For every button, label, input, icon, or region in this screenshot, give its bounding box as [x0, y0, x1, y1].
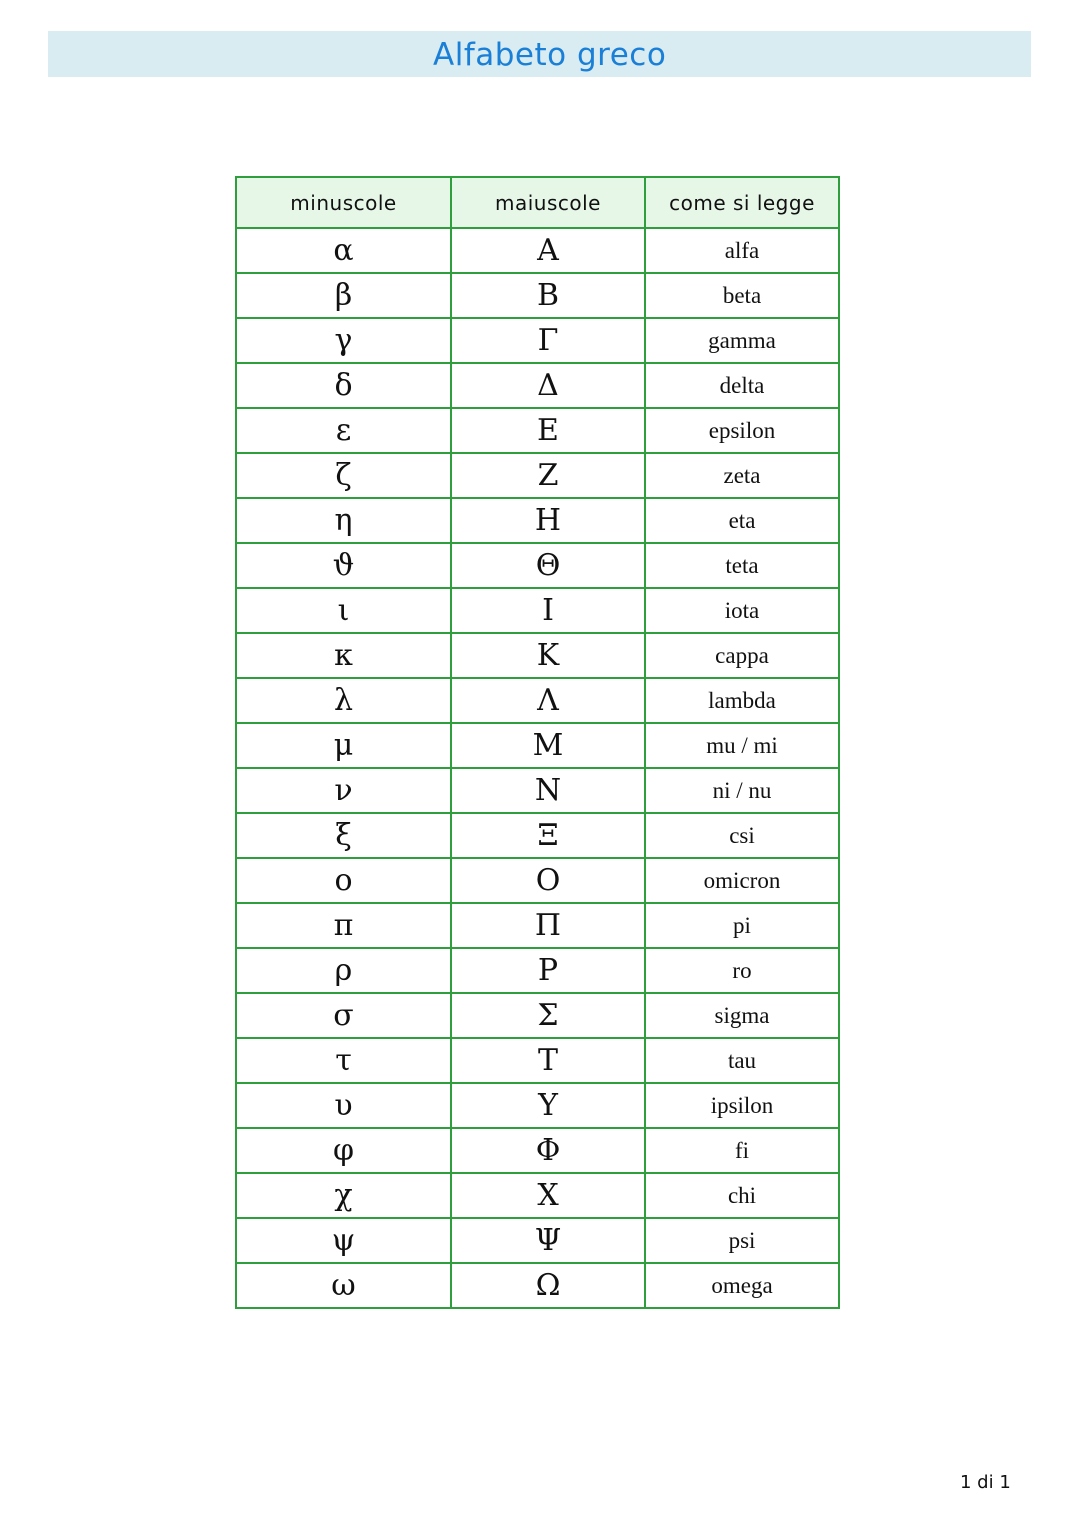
header-uppercase: maiuscole	[451, 177, 645, 228]
table-row	[236, 1128, 839, 1173]
lowercase-letter: λ	[236, 678, 451, 723]
table-row	[236, 318, 839, 363]
uppercase-letter: Γ	[451, 318, 645, 363]
letter-name: mu / mi	[645, 723, 839, 768]
uppercase-letter: Α	[451, 228, 645, 273]
letter-name: eta	[645, 498, 839, 543]
lowercase-letter: χ	[236, 1173, 451, 1218]
table-row	[236, 273, 839, 318]
lowercase-letter: μ	[236, 723, 451, 768]
page-number: 1 di 1	[960, 1472, 1011, 1493]
letter-name: teta	[645, 543, 839, 588]
lowercase-letter: τ	[236, 1038, 451, 1083]
letter-name: ipsilon	[645, 1083, 839, 1128]
uppercase-letter: Σ	[451, 993, 645, 1038]
letter-name: omega	[645, 1263, 839, 1308]
letter-name: alfa	[645, 228, 839, 273]
table-row	[236, 993, 839, 1038]
greek-alphabet-table	[235, 176, 840, 1309]
table-row	[236, 408, 839, 453]
letter-name: cappa	[645, 633, 839, 678]
letter-name: omicron	[645, 858, 839, 903]
table-row	[236, 1038, 839, 1083]
lowercase-letter: υ	[236, 1083, 451, 1128]
table-row	[236, 1083, 839, 1128]
letter-name: ni / nu	[645, 768, 839, 813]
letter-name: delta	[645, 363, 839, 408]
table-row	[236, 768, 839, 813]
uppercase-letter: Ξ	[451, 813, 645, 858]
table-row	[236, 903, 839, 948]
uppercase-letter: Δ	[451, 363, 645, 408]
table-row	[236, 1218, 839, 1263]
header-pronunciation: come si legge	[645, 177, 839, 228]
lowercase-letter: α	[236, 228, 451, 273]
table-row	[236, 948, 839, 993]
lowercase-letter: η	[236, 498, 451, 543]
table-body	[236, 228, 839, 1308]
lowercase-letter: ρ	[236, 948, 451, 993]
uppercase-letter: Μ	[451, 723, 645, 768]
lowercase-letter: ζ	[236, 453, 451, 498]
table-row	[236, 588, 839, 633]
uppercase-letter: Ν	[451, 768, 645, 813]
lowercase-letter: β	[236, 273, 451, 318]
letter-name: zeta	[645, 453, 839, 498]
uppercase-letter: Ε	[451, 408, 645, 453]
uppercase-letter: Ι	[451, 588, 645, 633]
uppercase-letter: Θ	[451, 543, 645, 588]
lowercase-letter: ε	[236, 408, 451, 453]
letter-name: sigma	[645, 993, 839, 1038]
letter-name: psi	[645, 1218, 839, 1263]
uppercase-letter: Β	[451, 273, 645, 318]
table-row	[236, 723, 839, 768]
table-row	[236, 1263, 839, 1308]
lowercase-letter: φ	[236, 1128, 451, 1173]
table-row	[236, 228, 839, 273]
uppercase-letter: Τ	[451, 1038, 645, 1083]
uppercase-letter: Η	[451, 498, 645, 543]
letter-name: epsilon	[645, 408, 839, 453]
table-row	[236, 363, 839, 408]
lowercase-letter: γ	[236, 318, 451, 363]
uppercase-letter: Ζ	[451, 453, 645, 498]
table-header-row	[236, 177, 839, 228]
letter-name: chi	[645, 1173, 839, 1218]
uppercase-letter: Ω	[451, 1263, 645, 1308]
header-lowercase: minuscole	[236, 177, 451, 228]
lowercase-letter: π	[236, 903, 451, 948]
table-row	[236, 813, 839, 858]
uppercase-letter: Χ	[451, 1173, 645, 1218]
lowercase-letter: ι	[236, 588, 451, 633]
uppercase-letter: Φ	[451, 1128, 645, 1173]
letter-name: pi	[645, 903, 839, 948]
letter-name: beta	[645, 273, 839, 318]
letter-name: lambda	[645, 678, 839, 723]
uppercase-letter: Κ	[451, 633, 645, 678]
page-title: Alfabeto greco	[433, 37, 667, 73]
letter-name: csi	[645, 813, 839, 858]
table-row	[236, 633, 839, 678]
letter-name: gamma	[645, 318, 839, 363]
table-row	[236, 858, 839, 903]
lowercase-letter: ν	[236, 768, 451, 813]
letter-name: iota	[645, 588, 839, 633]
uppercase-letter: Ρ	[451, 948, 645, 993]
lowercase-letter: κ	[236, 633, 451, 678]
letter-name: fi	[645, 1128, 839, 1173]
uppercase-letter: Π	[451, 903, 645, 948]
lowercase-letter: ω	[236, 1263, 451, 1308]
letter-name: tau	[645, 1038, 839, 1083]
table-row	[236, 498, 839, 543]
table-row	[236, 453, 839, 498]
table-row	[236, 543, 839, 588]
lowercase-letter: ξ	[236, 813, 451, 858]
letter-name: ro	[645, 948, 839, 993]
lowercase-letter: ο	[236, 858, 451, 903]
table-row	[236, 678, 839, 723]
uppercase-letter: Ψ	[451, 1218, 645, 1263]
title-bar	[48, 31, 1031, 77]
lowercase-letter: ψ	[236, 1218, 451, 1263]
lowercase-letter: δ	[236, 363, 451, 408]
table-row	[236, 1173, 839, 1218]
lowercase-letter: σ	[236, 993, 451, 1038]
uppercase-letter: Υ	[451, 1083, 645, 1128]
lowercase-letter: ϑ	[236, 543, 451, 588]
uppercase-letter: Λ	[451, 678, 645, 723]
uppercase-letter: Ο	[451, 858, 645, 903]
